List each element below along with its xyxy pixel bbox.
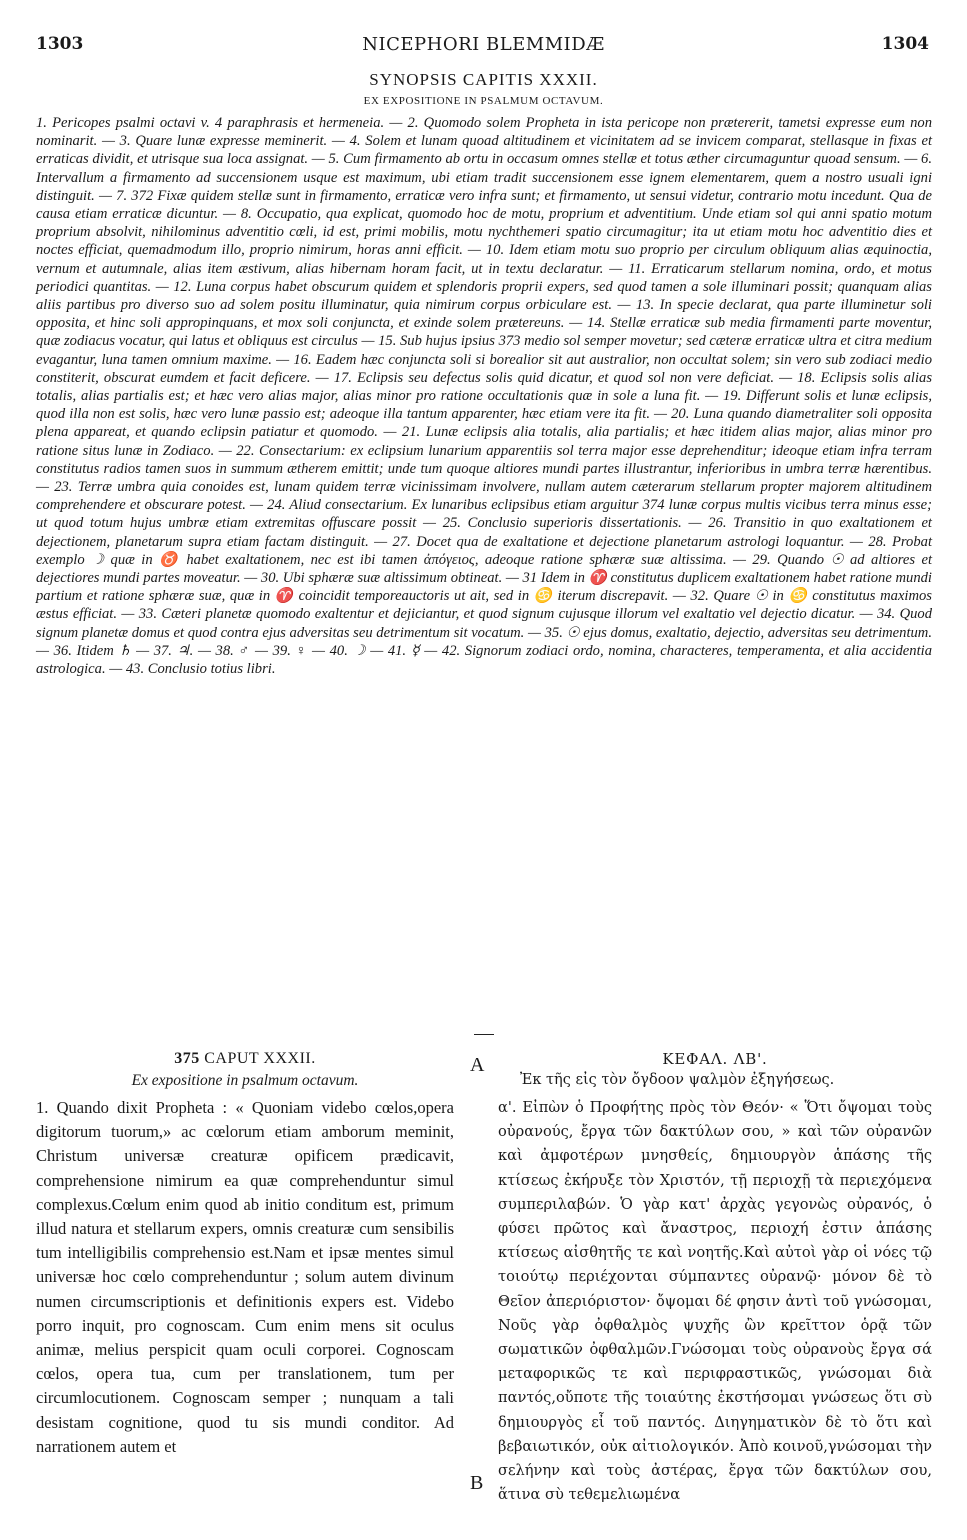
margin-letter-b: B xyxy=(470,1472,484,1494)
latin-chapter-heading xyxy=(36,1050,454,1072)
synopsis-text-block xyxy=(36,114,932,678)
section-divider xyxy=(474,1034,494,1035)
left-column-number: 1303 xyxy=(36,34,84,54)
synopsis-subtitle: EX EXPOSITIONE IN PSALMUM OCTAVUM. xyxy=(363,95,604,107)
latin-body-text: 1. Quando dixit Propheta : « Quoniam videbo cœlos,opera digitorum tuorum,» ac cœlorum etiam amborum meminit, Christum universæ creaturæ opificem prædicavit, comprehensione nimirum ea quæ comprehenduntur simul complexus.Cœlum enim quod ab initio conditum est, primum illud natura et stellarum expers, omnis creaturæ cum sensibilis tum intelligibilis comprehensio est.Nam et ipsæ mentes simul universæ hoc cœlo comprehenduntur ; solum autem divinum numen circumscriptionis et definitionis expers est. Videbo porro inquit, pro cognoscam. Cum enim mens sit oculus animæ, melius perspicit quam oculi corporei. Cognoscam cœlos, opera tua, cum per translationem, tum per circumlocutionem. Cognoscam semper ; nunquam a tali desistam cognitione, quod tu sis mundi conditor. Ad narrationem autem et xyxy=(36,1098,454,1456)
latin-heading-text: CAPUT XXXII. xyxy=(204,1050,316,1067)
greek-chapter-heading: ΚΕΦΑΛ. ΛΒ'. xyxy=(662,1050,768,1068)
margin-letter-a: A xyxy=(470,1054,485,1076)
latin-page-number: 375 xyxy=(174,1050,200,1067)
greek-column xyxy=(498,1050,932,1507)
greek-subheading: Ἐκ τῆς εἰς τὸν ὄγδοον ψαλμὸν ἐξηγήσεως. xyxy=(520,1072,835,1088)
latin-subheading: Ex expositione in psalmum octavum. xyxy=(131,1072,359,1089)
greek-body-text: α'. Εἰπὼν ὁ Προφήτης πρὸς τὸν Θεόν· « Ὅτι ὄψομαι τοὺς οὐρανούς, ἔργα τῶν δακτύλων σου, » καὶ τῶν οὐρανῶν καὶ ἀμφοτέρων μνησθείς, δημιουργὸν ἁπάσης τῆς κτίσεως ἐκήρυξε τὸν Χριστόν, τῇ περιοχῇ τὰ περιεχόμενα συμπεριλαβών. Ὁ γὰρ κατ' ἀρχὰς γεγονὼς οὐρανός, ὁ φύσει πρῶτος καὶ ἄναστρος, περιοχή ἐστιν ἁπάσης κτίσεως αἰσθητῆς τε καὶ νοητῆς.Καὶ αὐτοὶ γὰρ οἱ νόες τῷ τοιούτῳ περιέχονται σύμπαντες οὐρανῷ· μόνον δὲ τὸ Θεῖον ἀπεριόριστον· ὄψομαι δέ φησιν ἀντὶ τοῦ γνώσομαι, Νοῦς γὰρ ὀφθαλμὸς ψυχῆς ὢν κρεῖττον ὁρᾷ τῶν σωματικῶν ὀφθαλμῶν.Γνώσομαι τοὺς οὐρανοὺς ἔργα σά μεταφορικῶς τε καὶ περιφραστικῶς, γνώσομαι διὰ παντός,οὔποτε τῆς τοιαύτης ἐκστήσομαι γνώσεως ὅτι σὺ δημιουργὸς εἶ τοῦ παντός. Διηγηματικὸν δὲ τὸ ὅτι καὶ βεβαιωτικόν, οὐκ αἰτιολογικόν. Ἀπὸ κοινοῦ,γνώσομαι τὴν σελήνην καὶ τοὺς ἀστέρας, ἔργα τῶν δακτύλων σου, ἅτινα σὺ τεθεμελιωμένα xyxy=(498,1099,932,1504)
synopsis-title: SYNOPSIS CAPITIS XXXII. xyxy=(369,70,598,89)
synopsis-paragraph: 1. Pericopes psalmi octavi v. 4 paraphrasis et hermeneia. — 2. Quomodo solem Propheta in ista pericope non prætererit, tametsi expresse eum non nominarit. — 3. Quare lunæ expresse meminerit. — 4. Solem et lunam quoad altitudinem et vicinitatem ad se invicem comparat, stellasque in fixas et erraticas dividit, et utrisque sua loca assignat. — 5. Cum firmamento ab ortu in occasum omnes stellæ et totus æther circumaguntur quoad sensum. — 6. Intervallum a firmamento ad succensionem usque est maximum, ubi etiam tradit succensionem esse ignem elementarem, quem a nostro usuali igni distinguit. — 7. 372 Fixæ quidem stellæ sunt in firmamento, erraticæ vero infra sunt; et firmamento, ut sensui videtur, contrario motu incedunt. Qua de causa etiam erraticæ dicuntur. — 8. Occupatio, qua explicat, quomodo hoc de motu, proprium et adventitium. Unde etiam sol qui anni spatio motum proprium absolvit, nihilominus adventitio cœli, id est, primi mobilis, motu nychthemeri spatio circumagitur; ita ut etiam motu hoc adventitio dies et noctes efficiat, quemadmodum illo, proprio nimirum, horas anni efficit. — 10. Idem etiam motu suo proprio per circulum obliquum alias æquinoctia, vernum et autumnale, alias item æstivum, alias hibernam horam facit, ut in textu declaratur. — 11. Erraticarum stellarum nomina, ordo, et motus periodici quantitas. — 12. Luna corpus habet obscurum quidem et splendoris proprii expers, sed quod tamen a sole illuminari possit; quanquam alias aliis partibus pro diverso suo ad solem positu illuminatur, quia nimirum corpus orbiculare est. — 13. In specie declarat, qua parte illuminetur soli opposita, et hinc soli appropinquans, et mox soli conjuncta, et exinde solem prætereuns. — 14. Stellæ erraticæ sub media firmamenti parte moventur, quæ zodiacus vocatur, qui latus et obliquus est circulus — 15. Sub hujus ipsius 373 medio sol semper movetur; sed cæteræ erraticæ ultra et citra medium evagantur, luna tamen omnium maxime. — 16. Eadem hæc conjuncta soli si borealior sit aut australior, non occultat solem; sin vero sub zodiaci medio constiterit, obscurat eumdem et facit deficere. — 17. Eclipsis seu defectus solis quid dicatur, et quod sol non vere deficiat. — 18. Eclipsis solis alias totalis, alias partialis est; et hæc vero alias major, alias minor pro ratione occultationis quæ in sole a luna fit. — 19. Differunt solis et lunæ eclipsis, quod illa non est solis, hæc vero lunæ passio est; adeoque illa tantum apparenter, hæc etiam vere ita fit. — 20. Luna quando diametraliter soli opposita plena appareat, et quando eclipsin patiatur et quomodo. — 21. Lunæ eclipsis alia totalis, alia partialis; et hæc itidem alias major, alias minor pro ratione situs lunæ in Zodiaco. — 22. Consectarium: ex eclipsium lunarium apparentiis sol terra major esse deprehenditur; ideoque etiam infra terram constitutus radios tamen suos in summum ætherem emittit; unde tum quoque altiores mundi partes illustrantur, inferioribus in umbra terræ hærentibus. — 23. Terræ umbra quia conoides est, lunam quidem terræ vicinissimam involvere, nullam autem cæterarum stellarum propter majorem altitudinem comprehendere et obscurare potest. — 24. Aliud consectarium. Ex lunaribus eclipsibus etiam arguitur 374 lunæ corpus multis vicibus terra minus esse; ut quod totum hujus umbræ etiam extremitas offuscare possit — 25. Conclusio superioris dissertationis. — 26. Transitio in quo exaltationem et dejectionem, planetarum supra etiam factam distinguit. — 27. Docet qua de exaltatione et dejectione planetarum astrologi loquantur. — 28. Probat exemplo ☽ quæ in ♉ habet exaltationem, nec est ibi tamen ἀπόγειος, adeoque ratione sphæræ suæ altissima. — 29. Quando ☉ ad altiores et dejectiores mundi partes moveatur. — 30. Ubi sphæræ suæ altissimum obtineat. — 31 Idem in ♈ constitutus duplicem exaltationem habet ratione mundi partium et ratione sphæræ suæ, quæ in ♈ coincidit temporeauctoris ut ait, sed in ♋ iterum discrepavit. — 32. Quare ☉ in ♋ constitutus maximos æstus efficiat. — 33. Cæteri planetæ quomodo exaltentur et dejiciantur, et quod signum cujusque illorum vel exaltatio vel dejectio dicatur. — 34. Quod signum planetæ domus et quod contra ejus adversitas seu detrimentum sit vocatum. — 35. ☉ ejus domus, exaltatio, dejectio, adversitas seu detrimentum. — 36. Itidem ♄ — 37. ♃. — 38. ♂ — 39. ♀ — 40. ☽ — 41. ☿ — 42. Signorum zodiaci ordo, nomina, characteres, temperamenta, et alia accidentia astrologica. — 43. Conclusio totius libri. xyxy=(36,115,932,678)
right-column-number: 1304 xyxy=(881,34,929,54)
running-title: NICEPHORI BLEMMIDÆ xyxy=(362,34,605,55)
latin-column xyxy=(36,1050,454,1459)
